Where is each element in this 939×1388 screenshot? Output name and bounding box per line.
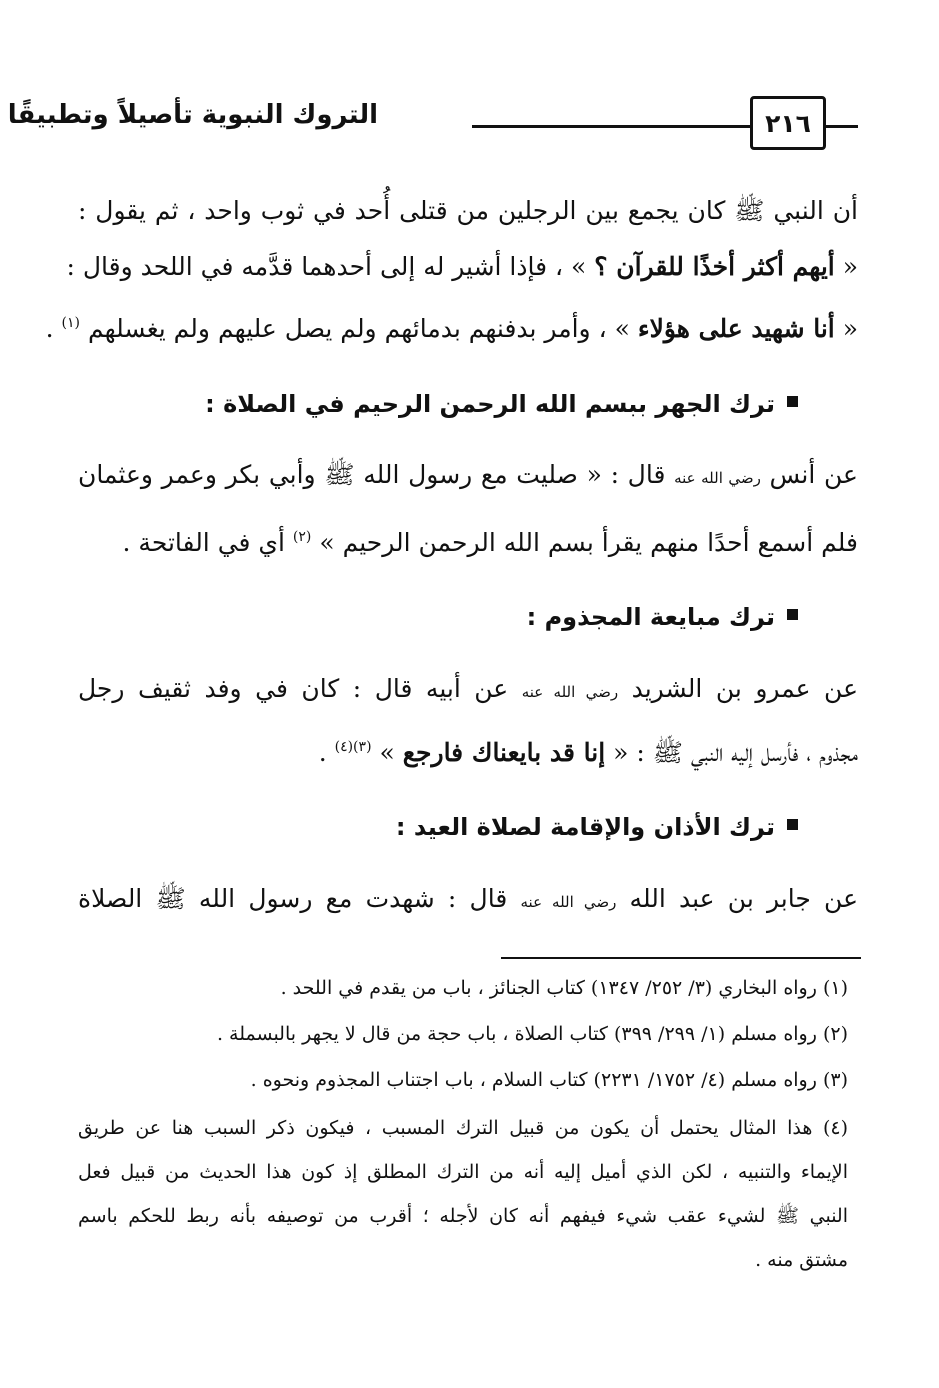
- text-line: [78, 512, 858, 562]
- text-segment: عن أبيه قال : كان في وفد ثقيف رجل: [78, 674, 522, 703]
- text-segment: عن أنس: [760, 460, 858, 489]
- footnote-ref[interactable]: (٣)(٤): [334, 739, 372, 755]
- hadith-quote: إنا قد بايعناك فارجع: [402, 738, 606, 767]
- text-line: [66, 242, 858, 292]
- footnote-4-line: مشتق منه .: [755, 1249, 848, 1271]
- text-segment: عن جابر بن عبد الله: [616, 884, 858, 913]
- section-heading: [78, 592, 798, 642]
- quote-mark: «: [834, 252, 858, 281]
- text-segment: .: [45, 314, 62, 343]
- text-segment: » ، فإذا أشير له إلى أحدهما قدَّمه في اللحد وقال :: [66, 252, 595, 281]
- text-segment: » ، وأمر بدفنهم بدمائهم ولم يصل عليهم ولم يغسلهم: [80, 314, 638, 343]
- square-bullet-icon: [787, 819, 798, 830]
- quote-mark: «: [834, 314, 858, 343]
- heading-text: ترك الجهر ببسم الله الرحمن الرحيم في الصلاة :: [205, 390, 775, 418]
- text-segment: قال : « صليت مع رسول الله ﷺ وأبي بكر وعمر وعثمان: [78, 460, 675, 489]
- footnote-2: (٢) رواه مسلم (١/ ٢٩٩/ ٣٩٩) كتاب الصلاة ، باب حجة من قال لا يجهر بالبسملة .: [216, 1023, 848, 1045]
- footnote-divider: [501, 957, 861, 959]
- footnote-ref[interactable]: (٢): [292, 529, 312, 545]
- running-header: [7, 92, 858, 156]
- honorific: رضي الله عنه: [520, 893, 617, 911]
- text-segment: أن النبي ﷺ كان يجمع بين الرجلين من قتلى أُحد في ثوب واحد ، ثم يقول :: [78, 196, 858, 225]
- text-line: [78, 186, 858, 236]
- text-segment: مجذوم ، فأرسل إليه النبي ﷺ : «: [605, 738, 858, 767]
- text-line: [78, 450, 858, 500]
- text-segment: عن عمرو بن الشريد: [618, 674, 859, 703]
- section-heading: [78, 802, 798, 852]
- text-segment: »: [371, 738, 403, 767]
- text-line: [45, 298, 858, 348]
- footnote-4-line: النبي ﷺ لشيء عقب شيء فيفهم أنه كان لأجله ؛ أقرب من توصيفه بأنه ربط للحكم باسم: [78, 1205, 848, 1227]
- honorific: رضي الله عنه: [521, 683, 619, 701]
- header-rule: [826, 125, 858, 128]
- page-number: ٢١٦: [750, 96, 826, 150]
- footnote-ref[interactable]: (١): [61, 315, 81, 331]
- header-rule: [472, 125, 750, 128]
- section-heading: [78, 379, 798, 429]
- text-segment: قال : شهدت مع رسول الله ﷺ الصلاة: [78, 884, 521, 913]
- text-segment: .: [318, 738, 335, 767]
- text-segment: أي في الفاتحة .: [122, 528, 293, 557]
- hadith-quote: أنا شهيد على هؤلاء: [637, 314, 835, 343]
- square-bullet-icon: [787, 609, 798, 620]
- square-bullet-icon: [787, 396, 798, 407]
- text-segment: فلم أسمع أحدًا منهم يقرأ بسم الله الرحمن الرحيم »: [311, 528, 858, 557]
- footnote-4-line: الإيماء والتنبيه ، لكن الذي أميل إليه أنه من الترك المطلق إذ كون هذا الحديث من قبيل فعل: [78, 1161, 848, 1183]
- book-title: التروك النبوية تأصيلاً وتطبيقًا: [7, 100, 378, 130]
- hadith-quote: أيهم أكثر أخذًا للقرآن ؟: [594, 252, 835, 281]
- honorific: رضي الله عنه: [674, 469, 761, 487]
- heading-text: ترك مبايعة المجذوم :: [526, 603, 775, 631]
- footnote-4-line: (٤) هذا المثال يحتمل أن يكون من قبيل الترك المسبب ، فيكون ذكر السبب هنا عن طريق: [78, 1117, 848, 1139]
- footnote-3: (٣) رواه مسلم (٤/ ١٧٥٢/ ٢٢٣١) كتاب السلام ، باب اجتناب المجذوم ونحوه .: [250, 1069, 848, 1091]
- heading-text: ترك الأذان والإقامة لصلاة العيد :: [395, 813, 775, 841]
- text-line: [78, 874, 858, 924]
- footnote-1: (١) رواه البخاري (٣/ ٢٥٢/ ١٣٤٧) كتاب الجنائز ، باب من يقدم في اللحد .: [280, 977, 848, 999]
- text-line: [78, 722, 858, 772]
- text-line: [78, 664, 858, 714]
